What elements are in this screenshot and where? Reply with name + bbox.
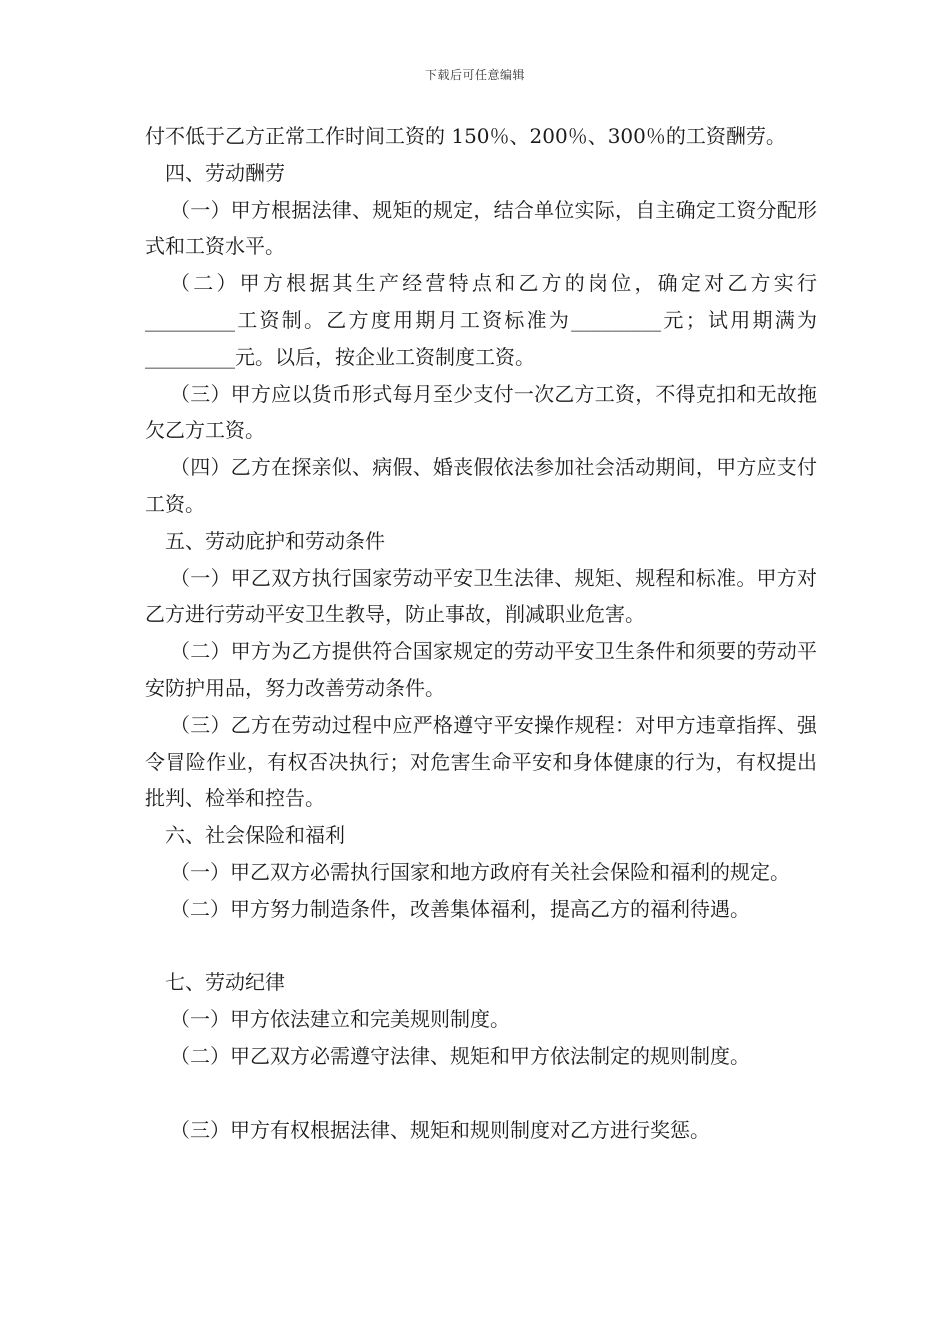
section-6-title: 六、社会保险和福利 [165,823,345,848]
paragraph-spacer [145,928,817,965]
section-5-title: 五、劳动庇护和劳动条件 [165,528,385,553]
section-6-item-2: （二）甲方努力制造条件，改善集体福利，提高乙方的福利待遇。 [170,896,750,921]
section-5-item-2: （二）甲方为乙方提供符合国家规定的劳动平安卫生条件和须要的劳动平安防护用品，努力改善劳动条件。 [145,639,817,700]
section-4-item-3: （三）甲方应以货币形式每月至少支付一次乙方工资，不得克扣和无故拖欠乙方工资。 [145,381,817,443]
page-header-note: 下载后可任意编辑 [424,68,525,82]
section-7-title: 七、劳动纪律 [165,970,285,995]
section-5-item-3: （三）乙方在劳动过程中应严格遵守平安操作规程：对甲方违章指挥、强令冒险作业，有权否决执行；对危害生命平安和身体健康的行为，有权提出批判、检举和控告。 [145,712,817,811]
section-7-item-3: （三）甲方有权根据法律、规矩和规则制度对乙方进行奖惩。 [170,1117,710,1142]
section-4-item-2: （二）甲方根据其生产经营特点和乙方的岗位，确定对乙方实行_________工资制。乙方度用期月工资标准为_________元；试用期满为_________元。以后，按企业工资制度工资。 [145,271,817,369]
section-4-item-4: （四）乙方在探亲似、病假、婚丧假依法参加社会活动期间，甲方应支付工资。 [145,455,817,516]
section-5-item-1: （一）甲乙双方执行国家劳动平安卫生法律、规矩、规程和标准。甲方对乙方进行劳动平安卫生教导，防止事故，削减职业危害。 [145,565,817,627]
section-7-item-1: （一）甲方依法建立和完美规则制度。 [170,1007,510,1032]
paragraph-wage-overtime: 付不低于乙方正常工作时间工资的 150％、200％、300％的工资酬劳。 [145,124,786,148]
paragraph-spacer [145,1075,817,1112]
section-4-item-1: （一）甲方根据法律、规矩的规定，结合单位实际，自主确定工资分配形式和工资水平。 [145,197,817,259]
section-4-title: 四、劳动酬劳 [165,160,285,185]
document-body [145,118,817,1148]
section-6-item-1: （一）甲乙双方必需执行国家和地方政府有关社会保险和福利的规定。 [170,859,790,884]
section-7-item-2: （二）甲乙双方必需遵守法律、规矩和甲方依法制定的规则制度。 [170,1043,750,1068]
